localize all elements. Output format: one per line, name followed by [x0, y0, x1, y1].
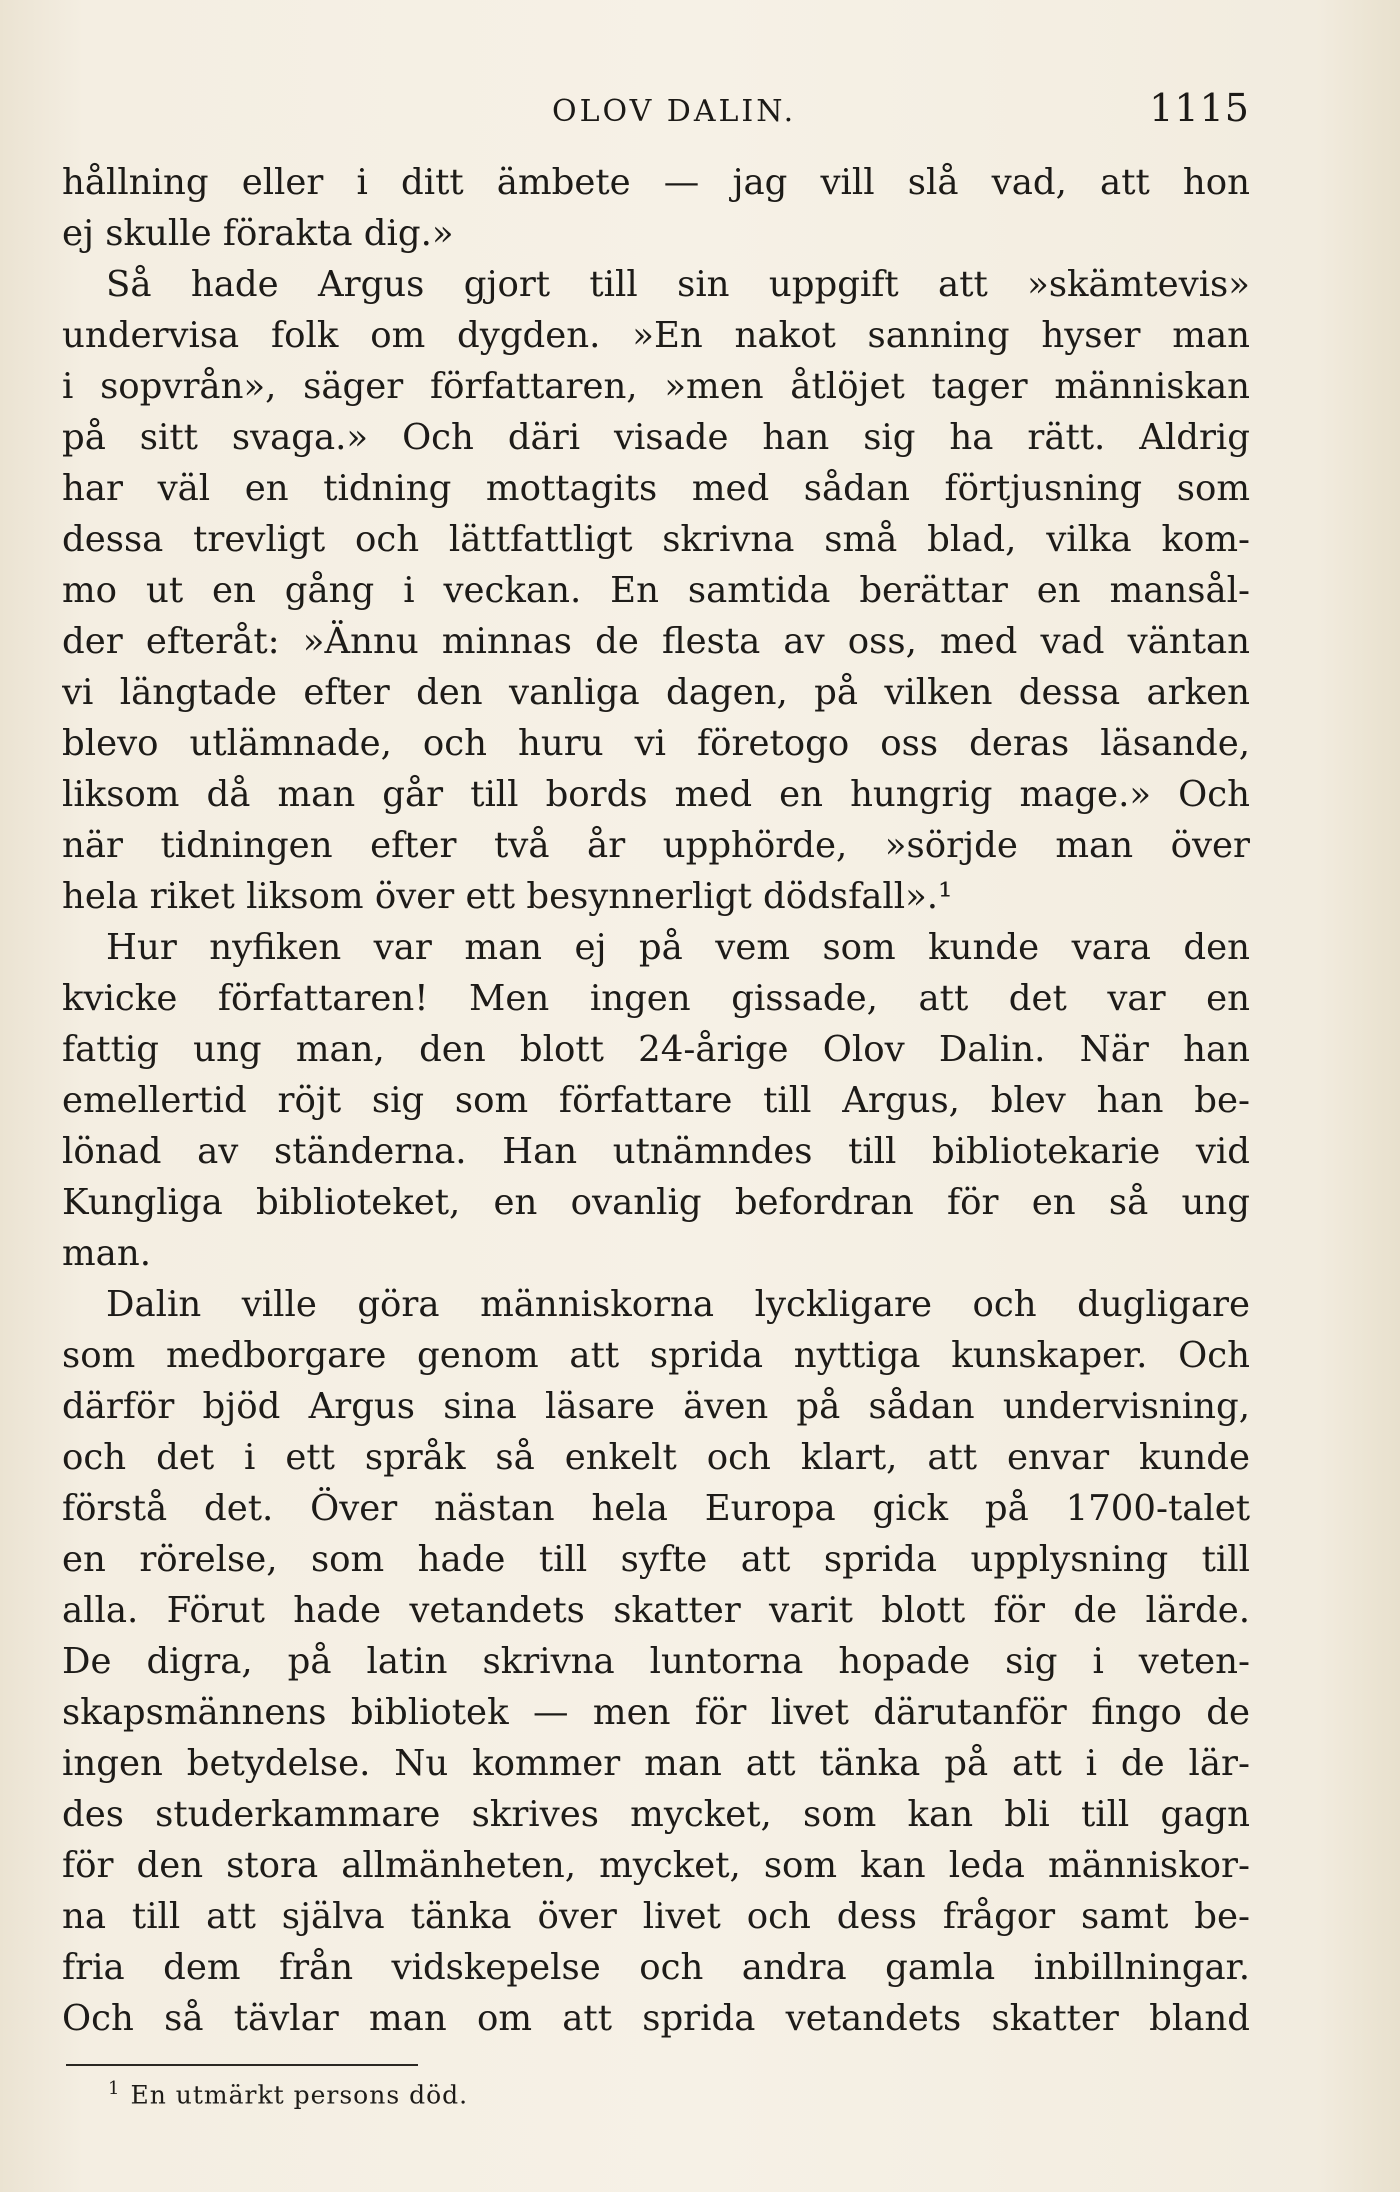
text-line: Så hade Argus gjort till sin uppgift att »skämtevis»	[106, 264, 1250, 305]
text-line: har väl en tidning mottagits med sådan förtjusning som	[62, 468, 1250, 509]
text-line: Hur nyfiken var man ej på vem som kunde vara den	[106, 927, 1250, 968]
page-header	[62, 86, 1250, 130]
text-line: na till att själva tänka över livet och dess frågor samt be-	[62, 1896, 1250, 1937]
text-line: ej skulle förakta dig.»	[62, 213, 454, 254]
body-text	[62, 157, 1250, 2044]
text-line: fattig ung man, den blott 24-årige Olov Dalin. När han	[62, 1029, 1250, 1070]
text-line: skapsmännens bibliotek — men för livet därutanför fingo de	[62, 1692, 1250, 1733]
text-line: dessa trevligt och lättfattligt skrivna små blad, vilka kom-	[62, 519, 1250, 560]
running-head: OLOV DALIN.	[552, 94, 797, 129]
text-line: alla. Förut hade vetandets skatter varit blott för de lärde.	[62, 1590, 1250, 1631]
text-line: en rörelse, som hade till syfte att sprida upplysning till	[62, 1539, 1250, 1580]
text-line: förstå det. Över nästan hela Europa gick på 1700-talet	[62, 1488, 1250, 1529]
text-line: vi längtade efter den vanliga dagen, på vilken dessa arken	[62, 672, 1250, 713]
footnote-text: En utmärkt persons död.	[130, 2080, 469, 2110]
text-line: hela riket liksom över ett besynnerligt dödsfall».¹	[62, 876, 953, 917]
text-line: därför bjöd Argus sina läsare även på sådan undervisning,	[62, 1386, 1250, 1427]
text-line: för den stora allmänheten, mycket, som kan leda människor-	[62, 1845, 1250, 1886]
text-line: Dalin ville göra människorna lyckligare och dugligare	[106, 1284, 1250, 1325]
text-line: lönad av ständerna. Han utnämndes till bibliotekarie vid	[62, 1131, 1250, 1172]
text-line: hållning eller i ditt ämbete — jag vill slå vad, att hon	[62, 162, 1250, 203]
text-line: som medborgare genom att sprida nyttiga kunskaper. Och	[62, 1335, 1250, 1376]
text-line: när tidningen efter två år upphörde, »sörjde man över	[62, 825, 1250, 866]
text-line: kvicke författaren! Men ingen gissade, att det var en	[62, 978, 1250, 1019]
text-line: liksom då man går till bords med en hungrig mage.» Och	[62, 774, 1250, 815]
text-line: emellertid röjt sig som författare till Argus, blev han be-	[62, 1080, 1250, 1121]
text-line: mo ut en gång i veckan. En samtida berättar en mansål-	[62, 570, 1250, 611]
text-line: man.	[62, 1233, 151, 1274]
text-line: des studerkammare skrives mycket, som kan bli till gagn	[62, 1794, 1250, 1835]
text-line: i sopvrån», säger författaren, »men åtlöjet tager människan	[62, 366, 1250, 407]
text-line: ingen betydelse. Nu kommer man att tänka på att i de lär-	[62, 1743, 1250, 1784]
text-line: Och så tävlar man om att sprida vetandets skatter bland	[62, 1998, 1250, 2039]
footnote-divider	[66, 2064, 418, 2066]
text-line: undervisa folk om dygden. »En nakot sanning hyser man	[62, 315, 1250, 356]
text-line: på sitt svaga.» Och däri visade han sig ha rätt. Aldrig	[62, 417, 1250, 458]
page-number: 1115	[1149, 86, 1250, 130]
text-line: blevo utlämnade, och huru vi företogo oss deras läsande,	[62, 723, 1250, 764]
text-line: der efteråt: »Ännu minnas de flesta av oss, med vad väntan	[62, 621, 1250, 662]
text-line: Kungliga biblioteket, en ovanlig befordran för en så ung	[62, 1182, 1250, 1223]
footnote-marker: 1	[108, 2078, 121, 2099]
text-line: fria dem från vidskepelse och andra gamla inbillningar.	[62, 1947, 1250, 1988]
text-line: och det i ett språk så enkelt och klart, att envar kunde	[62, 1437, 1250, 1478]
text-line: De digra, på latin skrivna luntorna hopade sig i veten-	[62, 1641, 1250, 1682]
footnote	[108, 2078, 468, 2109]
